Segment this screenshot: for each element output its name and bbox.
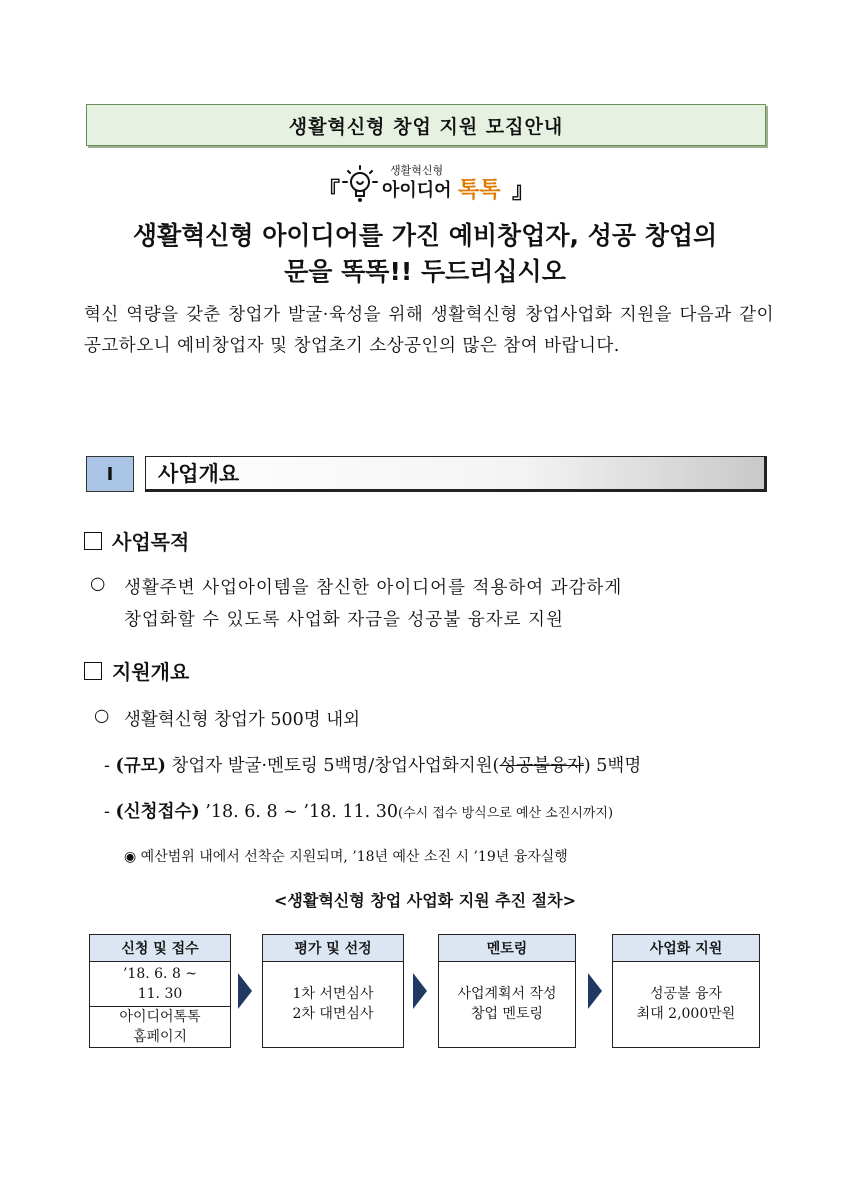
process-arrow-icon (238, 973, 252, 1009)
support-note-row (124, 846, 568, 866)
scale-strike: 성공불융자 (499, 756, 584, 776)
step-header: 멘토링 (439, 935, 575, 962)
purpose-text-line1: 생활주변 사업아이템을 참신한 아이디어를 적용하여 과감하게 (124, 578, 623, 598)
logo-top-text: 생활혁신형 (390, 164, 444, 177)
step-line: 최대 2,000만원 (636, 1006, 736, 1022)
support-period-row: - (신청접수) ’18. 6. 8 ~ ’18. 11. 30(수시 접수 방식으로 예산 소진시까지) (104, 802, 614, 822)
step-line: 2차 대면심사 (292, 1006, 374, 1022)
step-line: 성공불 융자 (649, 986, 723, 1002)
step-channel (90, 1007, 230, 1047)
support-heading-text: 지원개요 (112, 660, 190, 684)
step-line: 사업계획서 작성 (457, 986, 557, 1002)
process-step-mentoring (438, 934, 576, 1048)
step-line: ’18. 6. 8 ~ (122, 966, 198, 982)
headline-line1: 생활혁신형 아이디어를 가진 예비창업자, 성공 창업의 (132, 221, 718, 250)
logo-open-bracket: 『 (318, 179, 341, 204)
period-label: (신청접수) (115, 802, 200, 822)
step-content (263, 962, 403, 1046)
process-step-evaluate (262, 934, 404, 1048)
support-heading (84, 656, 189, 685)
checkbox-square-icon (84, 532, 102, 550)
note-marker-icon: ◉ (124, 849, 137, 865)
process-title: <생활혁신형 창업 사업화 지원 추진 절차> (274, 891, 576, 910)
support-scale-row: - (규모) 창업자 발굴·멘토링 5백명/창업사업화지원(성공불융자) 5백명 (104, 756, 642, 776)
period-note: (수시 접수 방식으로 예산 소진시까지) (398, 806, 614, 821)
section-title (145, 456, 767, 492)
process-arrow-icon (413, 973, 427, 1009)
logo-close-bracket: 』 (512, 179, 535, 204)
section-number: Ⅰ (86, 456, 134, 492)
scale-label: (규모) (115, 756, 166, 776)
step-content (613, 962, 759, 1046)
purpose-text-line2: 창업화할 수 있도록 사업화 자금을 성공불 융자로 지원 (124, 610, 564, 630)
document-title-box (86, 104, 766, 146)
logo-main-text: 아이디어 (382, 180, 452, 201)
section-title-text: 사업개요 (158, 462, 240, 486)
scale-text-a: 창업자 발굴·멘토링 5백명/창업사업화지원( (171, 756, 500, 776)
process-arrow-icon (588, 973, 602, 1009)
purpose-heading (84, 526, 189, 555)
step-line: 아이디어톡톡 (119, 1009, 201, 1025)
step-content (439, 962, 575, 1046)
headline-line2: 문을 똑똑!! 두드리십시오 (284, 257, 566, 286)
support-note: 예산범위 내에서 선착순 지원되며, ’18년 예산 소진 시 ’19년 융자실행 (140, 849, 568, 865)
step-dates (90, 962, 230, 1007)
process-step-apply (89, 934, 231, 1048)
document-title: 생활혁신형 창업 지원 모집안내 (288, 115, 564, 138)
step-header: 신청 및 접수 (90, 935, 230, 962)
step-line: 1차 서면심사 (292, 986, 374, 1002)
scale-text-b: ) 5백명 (583, 756, 642, 776)
step-line: 창업 멘토링 (470, 1006, 544, 1022)
step-line: 홈페이지 (132, 1029, 188, 1045)
support-bullet: ○ (94, 706, 110, 726)
purpose-bullet: ○ (90, 574, 106, 594)
support-summary: 생활혁신형 창업가 500명 내외 (124, 710, 361, 730)
process-step-funding (612, 934, 760, 1048)
step-line: 11. 30 (137, 986, 183, 1002)
idea-toktok-logo (318, 160, 538, 208)
intro-paragraph: 혁신 역량을 갖춘 창업가 발굴·육성을 위해 생활혁신형 창업사업화 지원을 다음과 같이 공고하오니 예비창업자 및 창업초기 소상공인의 많은 참여 바랍니다. (84, 305, 774, 356)
lightbulb-icon (340, 164, 380, 204)
step-header: 평가 및 선정 (263, 935, 403, 962)
checkbox-square-icon (84, 662, 102, 680)
period-text: ’18. 6. 8 ~ ’18. 11. 30 (205, 802, 399, 822)
step-header: 사업화 지원 (613, 935, 759, 962)
logo-accent-text: 톡톡 (458, 178, 501, 203)
purpose-heading-text: 사업목적 (112, 530, 190, 554)
